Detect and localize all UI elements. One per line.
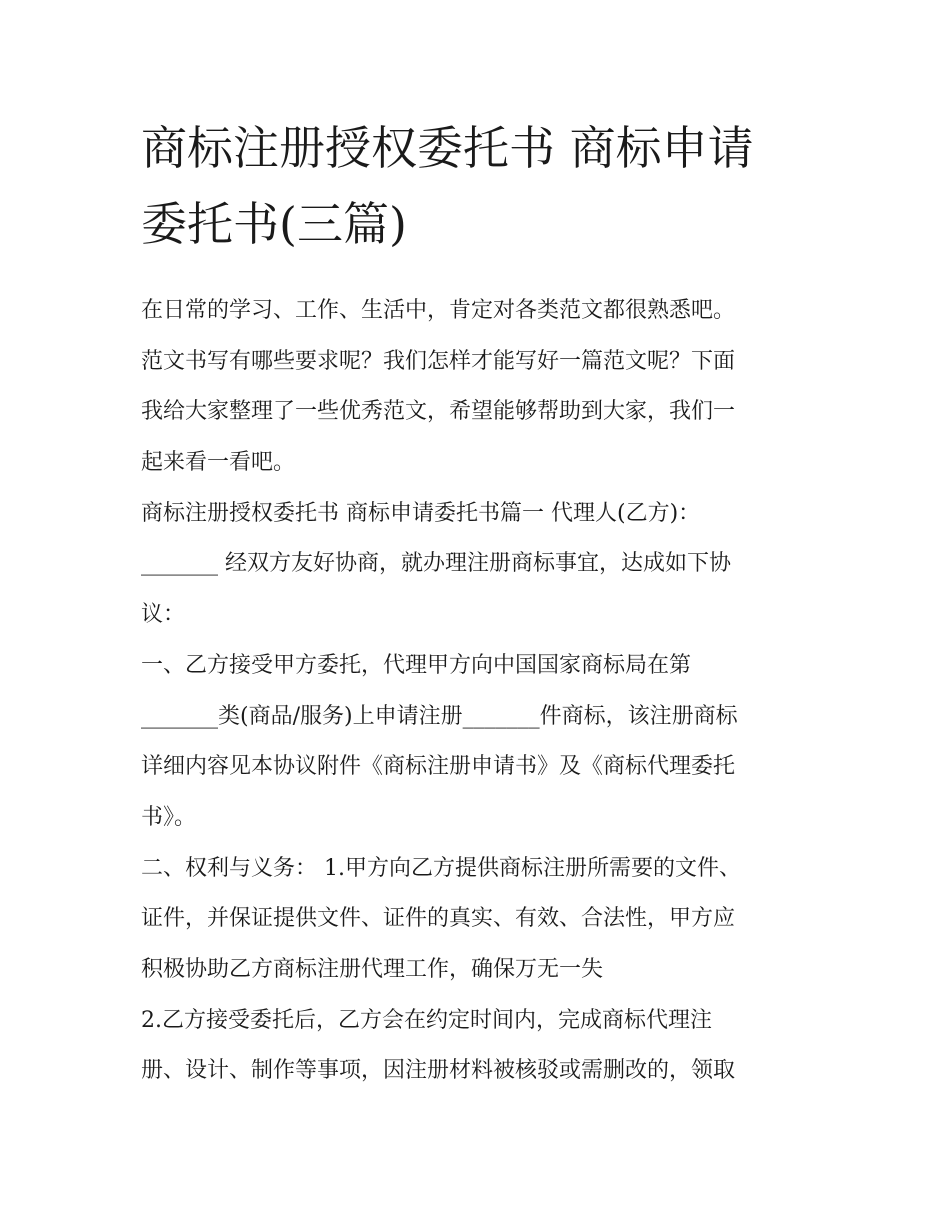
body-line: _______类(商品/服务)上申请注册_______件商标，该注册商标 — [141, 703, 738, 729]
body-line: 起来看一看吧。 — [141, 450, 296, 476]
body-line: 详细内容见本协议附件《商标注册申请书》及《商标代理委托 — [141, 754, 736, 780]
body-line: 积极协助乙方商标注册代理工作，确保万无一失 — [141, 956, 604, 982]
body-line: 册、设计、制作等事项，因注册材料被核驳或需删改的，领取 — [141, 1058, 736, 1084]
document-title — [141, 110, 813, 262]
body-line: 议： — [141, 602, 186, 628]
body-line: 书》。 — [141, 804, 197, 830]
title-line: 委托书(三篇) — [141, 197, 407, 251]
title-line: 商标注册授权委托书 商标申请 — [141, 121, 754, 175]
body-line: 一、乙方接受甲方委托，代理甲方向中国国家商标局在第 — [141, 652, 692, 678]
document-body — [141, 286, 813, 1097]
body-line: 范文书写有哪些要求呢？我们怎样才能写好一篇范文呢？下面 — [141, 348, 736, 374]
body-line: 2.乙方接受委托后，乙方会在约定时间内，完成商标代理注 — [141, 1007, 712, 1033]
body-line: 证件，并保证提供文件、证件的真实、有效、合法性，甲方应 — [141, 906, 736, 932]
document-content — [141, 110, 813, 1097]
body-line: 我给大家整理了一些优秀范文，希望能够帮助到大家，我们一 — [141, 399, 736, 425]
body-line: 商标注册授权委托书 商标申请委托书篇一 代理人(乙方)： — [141, 500, 701, 526]
body-line: _______ 经双方友好协商，就办理注册商标事宜，达成如下协 — [141, 551, 731, 577]
body-line: 二、权利与义务： 1.甲方向乙方提供商标注册所需要的文件、 — [141, 855, 741, 881]
body-line: 在日常的学习、工作、生活中，肯定对各类范文都很熟悉吧。 — [141, 298, 736, 323]
